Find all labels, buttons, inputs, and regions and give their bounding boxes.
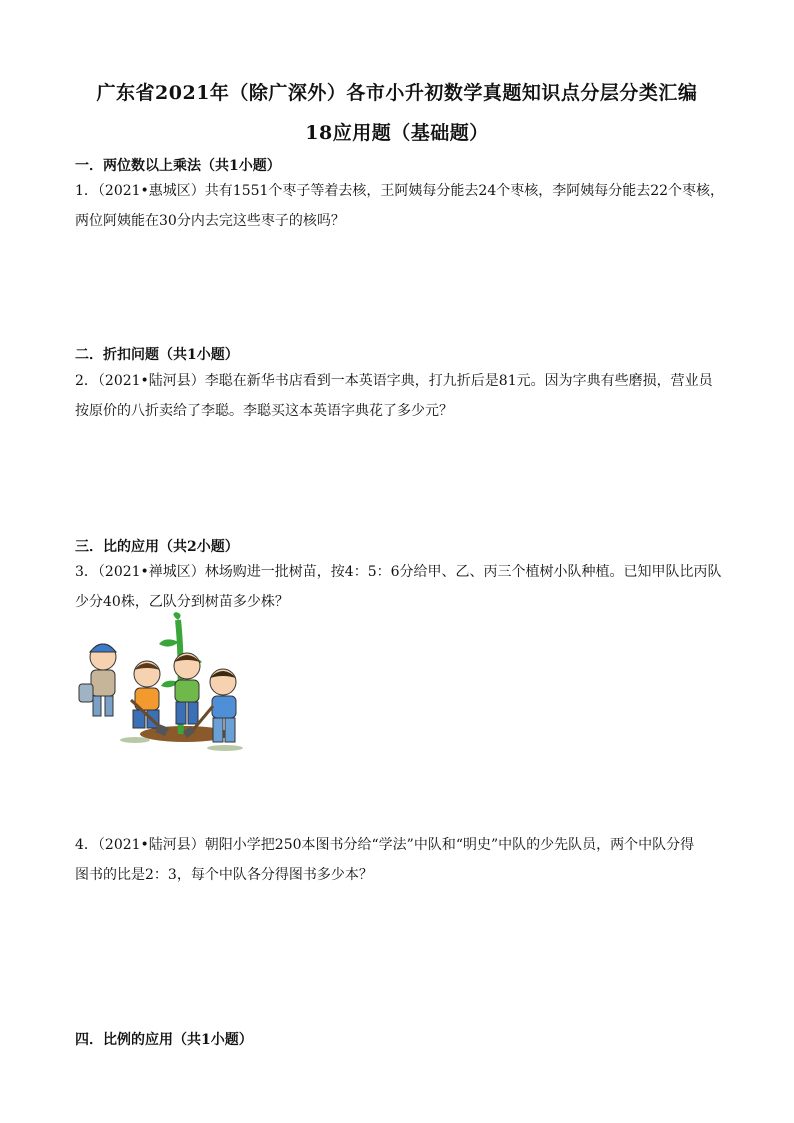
question-line: 4．（2021•陆河县）朝阳小学把250本图书分给“学法”中队和“明史”中队的少先队员，两个中队分得 xyxy=(75,837,695,853)
question-line: 2．（2021•陆河县）李聪在新华书店看到一本英语字典，打九折后是81元。因为字典有些磨损，营业员 xyxy=(75,373,713,389)
section-heading-3: 三．比的应用（共2小题） xyxy=(75,539,239,555)
section-heading-4: 四．比例的应用（共1小题） xyxy=(75,1032,253,1048)
question-line: 1．（2021•惠城区）共有1551个枣子等着去核，王阿姨每分能去24个枣核，李阿姨每分能去22个枣核， xyxy=(75,183,725,199)
document-title: 广东省2021年（除广深外）各市小升初数学真题知识点分层分类汇编 xyxy=(96,82,698,104)
section-heading-2: 二．折扣问题（共1小题） xyxy=(75,347,239,363)
document-subtitle: 18应用题（基础题） xyxy=(305,122,489,144)
question-line: 图书的比是2：3，每个中队各分得图书多少本？ xyxy=(75,867,373,883)
question-line: 少分40株，乙队分到树苗多少株？ xyxy=(75,594,289,610)
question-1 xyxy=(75,176,725,236)
question-4 xyxy=(75,830,725,890)
question-3 xyxy=(75,557,725,617)
question-2 xyxy=(75,366,725,426)
question-line: 两位阿姨能在30分内去完这些枣子的核吗？ xyxy=(75,213,345,229)
tree-planting-illustration xyxy=(75,612,250,762)
question-line: 按原价的八折卖给了李聪。李聪买这本英语字典花了多少元？ xyxy=(75,403,453,419)
question-line: 3．（2021•禅城区）林场购进一批树苗，按4：5：6分给甲、乙、丙三个植树小队种植。已知甲队比丙队 xyxy=(75,564,722,580)
section-heading-1: 一．两位数以上乘法（共1小题） xyxy=(75,158,281,174)
